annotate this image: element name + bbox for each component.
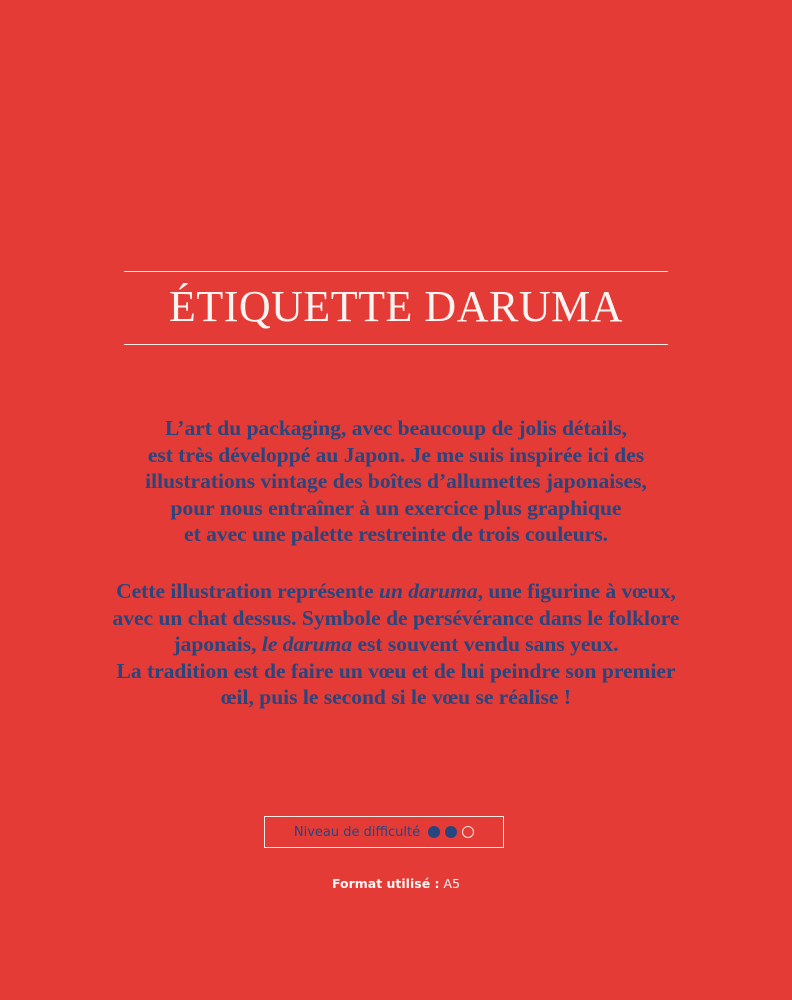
- description-line: œil, puis le second si le vœu se réalise !: [221, 685, 571, 709]
- intro-line: pour nous entraîner à un exercice plus graphique: [170, 495, 622, 520]
- format-value: A5: [443, 876, 461, 891]
- description-line: [50, 578, 742, 605]
- intro-line: et avec une palette restreinte de trois couleurs.: [184, 522, 608, 546]
- format-label: Format utilisé :: [331, 876, 440, 891]
- text-run: japonais,: [173, 632, 262, 656]
- difficulty-rating: [428, 826, 474, 838]
- description-line: La tradition est de faire un vœu et de lui peindre son premier: [116, 658, 676, 683]
- text-run: Cette illustration représente: [116, 579, 379, 603]
- description-paragraph: [50, 578, 742, 711]
- intro-paragraph: [50, 415, 742, 548]
- difficulty-box: [264, 816, 504, 848]
- intro-line: illustrations vintage des boîtes d’allumettes japonaises,: [145, 469, 647, 493]
- difficulty-dot-filled-icon: [445, 826, 457, 838]
- title-rule-top: [124, 271, 668, 272]
- text-run: est souvent vendu sans yeux.: [352, 632, 619, 656]
- page-title: ÉTIQUETTE DARUMA: [168, 282, 624, 331]
- text-run: , une figurine à vœux,: [477, 579, 676, 603]
- difficulty-dot-empty-icon: [462, 826, 474, 838]
- emphasis-daruma: un daruma: [379, 579, 478, 603]
- difficulty-dot-filled-icon: [428, 826, 440, 838]
- description-line: avec un chat dessus. Symbole de persévérance dans le folklore: [112, 605, 680, 630]
- format-info: [0, 876, 792, 891]
- difficulty-label: Niveau de difficulté: [293, 824, 421, 840]
- intro-line: L’art du packaging, avec beaucoup de jolis détails,: [164, 416, 628, 440]
- description-line: [50, 631, 742, 658]
- title-rule-bottom: [124, 344, 668, 345]
- emphasis-daruma: le daruma: [261, 632, 353, 656]
- intro-line: est très développé au Japon. Je me suis inspirée ici des: [147, 442, 645, 467]
